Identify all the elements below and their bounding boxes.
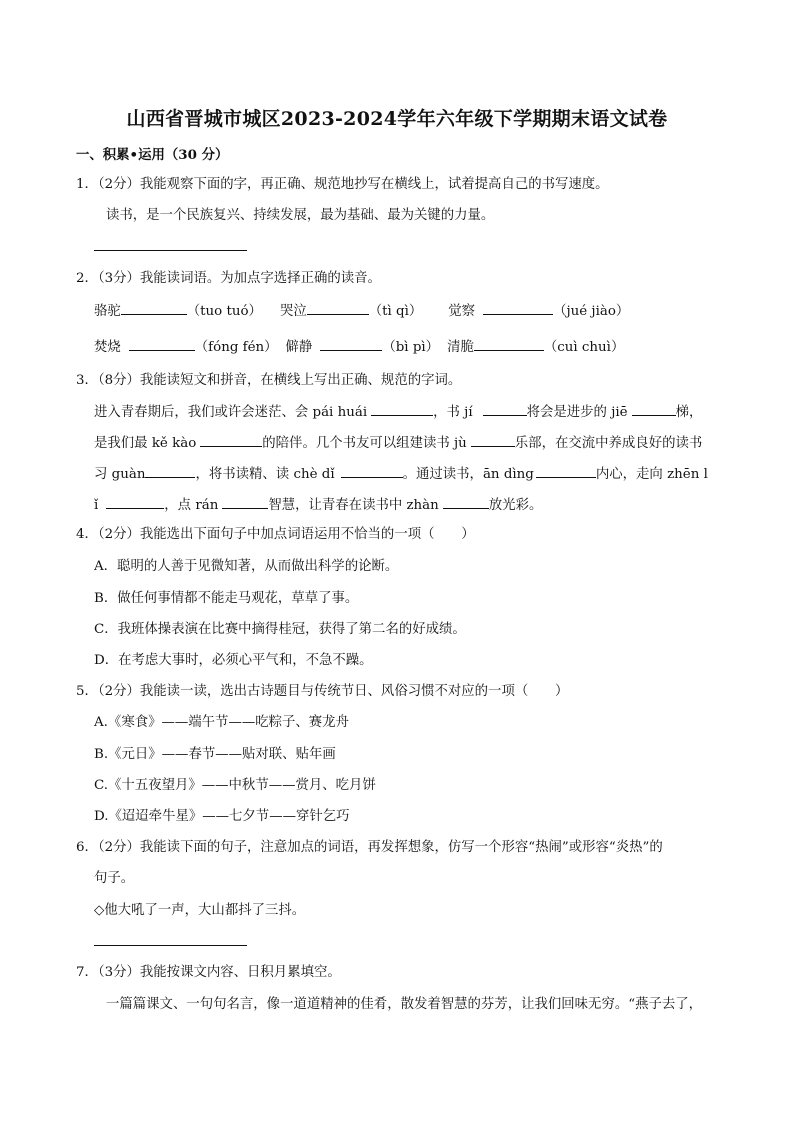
blank-chedi[interactable]	[341, 465, 403, 478]
pinyin-options-pijing: （bì pì）	[382, 340, 440, 355]
exam-title: 山西省晋城市城区2023-2024学年六年级下学期期末语文试卷	[126, 108, 668, 130]
blank-anding[interactable]	[536, 465, 596, 478]
blank-paihuai[interactable]	[371, 403, 433, 416]
passage-text: 梯，	[675, 405, 703, 420]
blank-ran[interactable]	[222, 496, 268, 509]
blank-guan[interactable]	[145, 465, 195, 478]
question-7-text: 一篇篇课文、一句句名言，像一道道精神的佳肴，散发着智慧的芬芳，让我们回味无穷。“燕子去了，	[106, 997, 703, 1012]
pinyin-options-juecha: （jué jiào）	[553, 304, 630, 319]
question-4-option-d[interactable]: D．在考虑大事时，必须心平气和，不急不躁。	[94, 653, 373, 668]
question-3-line-1	[94, 403, 702, 422]
question-6-stem-continued: 句子。	[94, 871, 135, 886]
pinyin-options-fenshao: （fóng fén）	[194, 340, 278, 355]
section-heading: 一、积累•运用（30 分）	[76, 147, 229, 163]
word-pijing: 僻静	[285, 340, 313, 355]
pinyin-options-qingcui: （cuì chuì）	[543, 340, 625, 355]
word-qingcui: 清脆	[447, 340, 474, 355]
passage-text: 是我们最 kě kào	[94, 436, 197, 451]
blank-juecha[interactable]	[483, 302, 553, 315]
word-luotuo: 骆驼	[94, 304, 121, 319]
passage-text: 放光彩。	[488, 498, 543, 513]
passage-text: 的陪伴。几个书友可以组建读书 jù	[262, 436, 467, 451]
blank-jie-ti[interactable]	[632, 403, 676, 416]
passage-text: 内心，走向 zhēn l	[595, 467, 708, 482]
passage-text: ，书 jí	[433, 405, 473, 420]
blank-kuqi[interactable]	[307, 302, 369, 315]
passage-text: 习 guàn	[94, 467, 146, 482]
question-6-stem: 6．（2分）我能读下面的句子，注意加点的词语，再发挥想象，仿写一个形容“热闹”或形容“炎热”的	[76, 840, 663, 855]
question-3-line-4	[94, 496, 542, 515]
passage-text: 智慧，让青春在读书中 zhàn	[268, 498, 439, 513]
question-3-line-3	[94, 465, 708, 484]
question-3-stem: 3．（8分）我能读短文和拼音，在横线上写出正确、规范的字词。	[76, 373, 462, 388]
blank-fenshao[interactable]	[129, 338, 195, 351]
word-juecha: 觉察	[448, 304, 476, 319]
question-1-stem: 1．（2分）我能观察下面的字，再正确、规范地抄写在横线上，试着提高自己的书写速度。	[76, 177, 609, 192]
question-5-option-d[interactable]: D.《迢迢牵牛星》——七夕节——穿针乞巧	[94, 809, 350, 824]
passage-text: 将会是进步的 jiē	[526, 405, 628, 420]
question-1-text: 读书，是一个民族复兴、持续发展，最为基础、最为关键的力量。	[106, 208, 495, 223]
blank-luotuo[interactable]	[121, 302, 187, 315]
blank-kekao[interactable]	[200, 434, 262, 447]
question-6-example: ◇他大吼了一声，大山都抖了三抖。	[94, 903, 306, 918]
blank-zhenli[interactable]	[106, 496, 164, 509]
blank-pijing[interactable]	[320, 338, 382, 351]
passage-text: 。通过读书，ān dìng	[402, 467, 534, 482]
question-5-option-b[interactable]: B.《元日》——春节——贴对联、贴年画	[94, 747, 336, 762]
blank-jie[interactable]	[483, 403, 527, 416]
question-5-stem: 5．（2分）我能读一读，选出古诗题目与传统节日、风俗习惯不对应的一项（ ）	[76, 684, 569, 699]
blank-ju[interactable]	[471, 434, 515, 447]
question-3-line-2	[94, 434, 702, 453]
pinyin-options-kuqi: （tì qì）	[368, 304, 423, 319]
question-4-stem: 4．（2分）我能选出下面句子中加点词语运用不恰当的一项（ ）	[76, 527, 475, 542]
word-fenshao: 焚烧	[94, 340, 121, 355]
question-4-option-c[interactable]: C．我班体操表演在比赛中摘得桂冠，获得了第二名的好成绩。	[94, 622, 466, 637]
blank-qingcui[interactable]	[474, 338, 544, 351]
passage-text: 进入青春期后，我们或许会迷茫、会 pái huái	[94, 405, 368, 420]
word-kuqi: 哭泣	[279, 304, 307, 319]
question-1-answer-line[interactable]	[94, 250, 247, 251]
blank-zhan[interactable]	[443, 496, 489, 509]
question-7-stem: 7．（3分）我能按课文内容、日积月累填空。	[76, 965, 341, 980]
passage-text: ，点 rán	[164, 498, 219, 513]
question-5-option-a[interactable]: A.《寒食》——端午节——吃粽子、赛龙舟	[94, 715, 349, 730]
question-5-option-c[interactable]: C.《十五夜望月》——中秋节——赏月、吃月饼	[94, 778, 376, 793]
question-2-stem: 2．（3分）我能读词语。为加点字选择正确的读音。	[76, 271, 381, 286]
passage-text: ǐ	[94, 498, 99, 513]
question-6-answer-line[interactable]	[94, 945, 247, 946]
question-2-row-2	[94, 338, 624, 357]
pinyin-options-luotuo: （tuo tuó）	[186, 304, 262, 319]
question-4-option-b[interactable]: B．做任何事情都不能走马观花，草草了事。	[94, 591, 359, 606]
passage-text: 乐部，在交流中养成良好的读书	[514, 436, 703, 451]
question-4-option-a[interactable]: A．聪明的人善于见微知著，从而做出科学的论断。	[94, 559, 399, 574]
passage-text: ，将书读精、读 chè dǐ	[195, 467, 335, 482]
question-2-row-1	[94, 302, 629, 321]
